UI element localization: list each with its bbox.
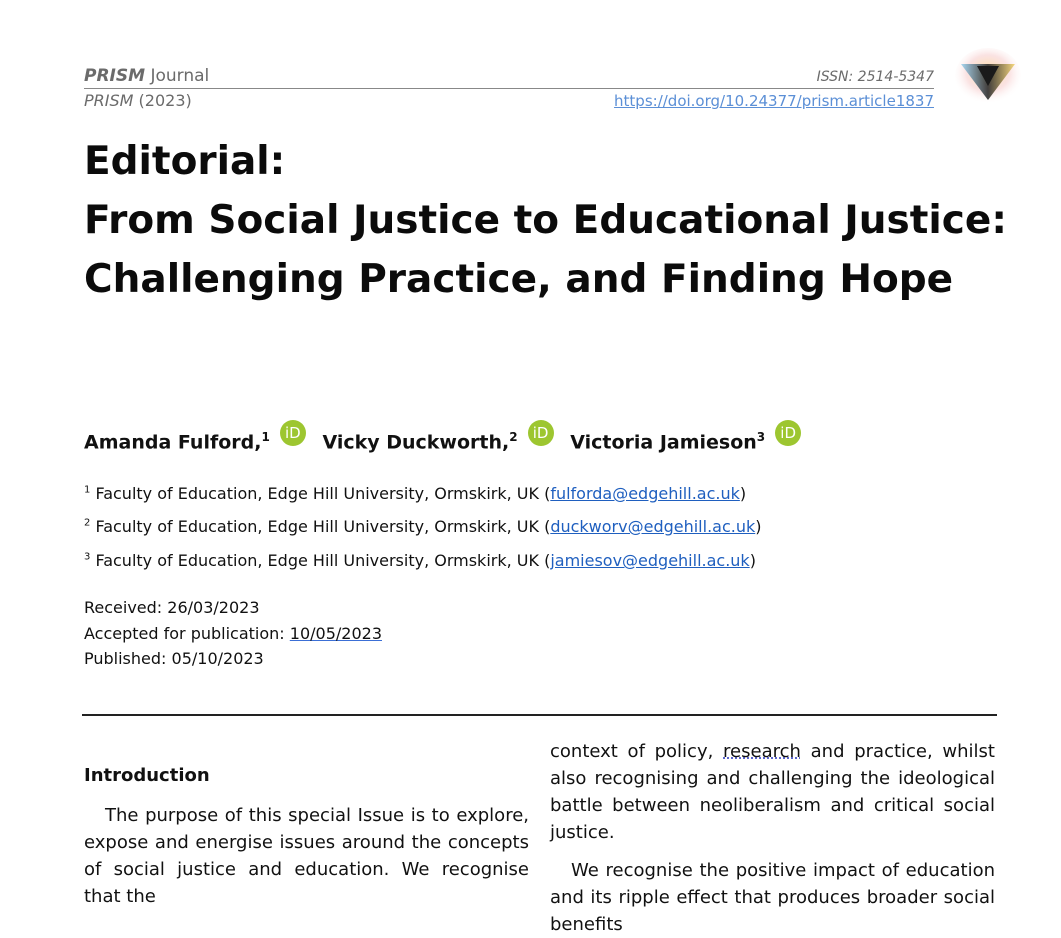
section-heading: Introduction: [84, 765, 210, 786]
body-right-column: [550, 738, 995, 938]
orcid-icon[interactable]: iD: [775, 420, 801, 446]
prism-logo-icon: [955, 48, 1021, 108]
journal-word: Journal: [150, 66, 210, 86]
doi-link[interactable]: https://doi.org/10.24377/prism.article1837: [614, 92, 934, 110]
email-link[interactable]: jamiesov@edgehill.ac.uk: [550, 551, 750, 570]
title-line-1: Editorial:: [84, 139, 286, 184]
publication-dates: [84, 595, 382, 672]
body-left-column: [84, 762, 529, 910]
title-line-3: Challenging Practice, and Finding Hope: [84, 257, 954, 302]
title-line-2: From Social Justice to Educational Justice:: [84, 198, 1007, 243]
paragraph: We recognise the positive impact of education and its ripple effect that produces broader social benefits: [550, 860, 995, 935]
paragraph: The purpose of this special Issue is to explore, expose and energise issues around the concepts of social justice and education. We recognise that the: [84, 805, 529, 907]
email-link[interactable]: duckworv@edgehill.ac.uk: [550, 517, 756, 536]
article-title: [84, 132, 1007, 309]
author-name: Vicky Duckworth,$^2$: [322, 429, 518, 453]
affiliation-2: $^2$ Faculty of Education, Edge Hill University, Ormskirk, UK (duckworv@edgehill.ac.uk): [84, 517, 762, 536]
issue-name: PRISM: [84, 91, 134, 110]
received-date: Received: 26/03/2023: [84, 598, 260, 617]
published-date: Published: 05/10/2023: [84, 649, 264, 668]
email-link[interactable]: fulforda@edgehill.ac.uk: [550, 484, 740, 503]
author-name: Amanda Fulford,$^1$: [84, 429, 270, 453]
accepted-date: Accepted for publication: 10/05/2023: [84, 623, 382, 643]
author-list: [84, 420, 811, 453]
affiliation-3: $^3$ Faculty of Education, Edge Hill University, Ormskirk, UK (jamiesov@edgehill.ac.uk): [84, 551, 756, 570]
orcid-icon[interactable]: iD: [528, 420, 554, 446]
affiliation-1: $^1$ Faculty of Education, Edge Hill University, Ormskirk, UK (fulforda@edgehill.ac.uk): [84, 484, 747, 503]
orcid-icon[interactable]: iD: [280, 420, 306, 446]
section-divider: [82, 714, 997, 716]
journal-name: PRISM: [84, 66, 146, 86]
spellcheck-word[interactable]: research: [723, 741, 801, 762]
paragraph: context of policy, research and practice, whilst also recognising and challenging the ideological battle between neoliberalism and critical social justice.: [550, 741, 995, 843]
issn-label: ISSN: 2514-5347: [816, 69, 934, 85]
header-divider: [84, 88, 934, 89]
issue-line: [84, 91, 192, 110]
issue-year: (2023): [138, 91, 192, 110]
journal-header: [84, 66, 209, 86]
author-name: Victoria Jamieson$^3$: [570, 429, 766, 453]
